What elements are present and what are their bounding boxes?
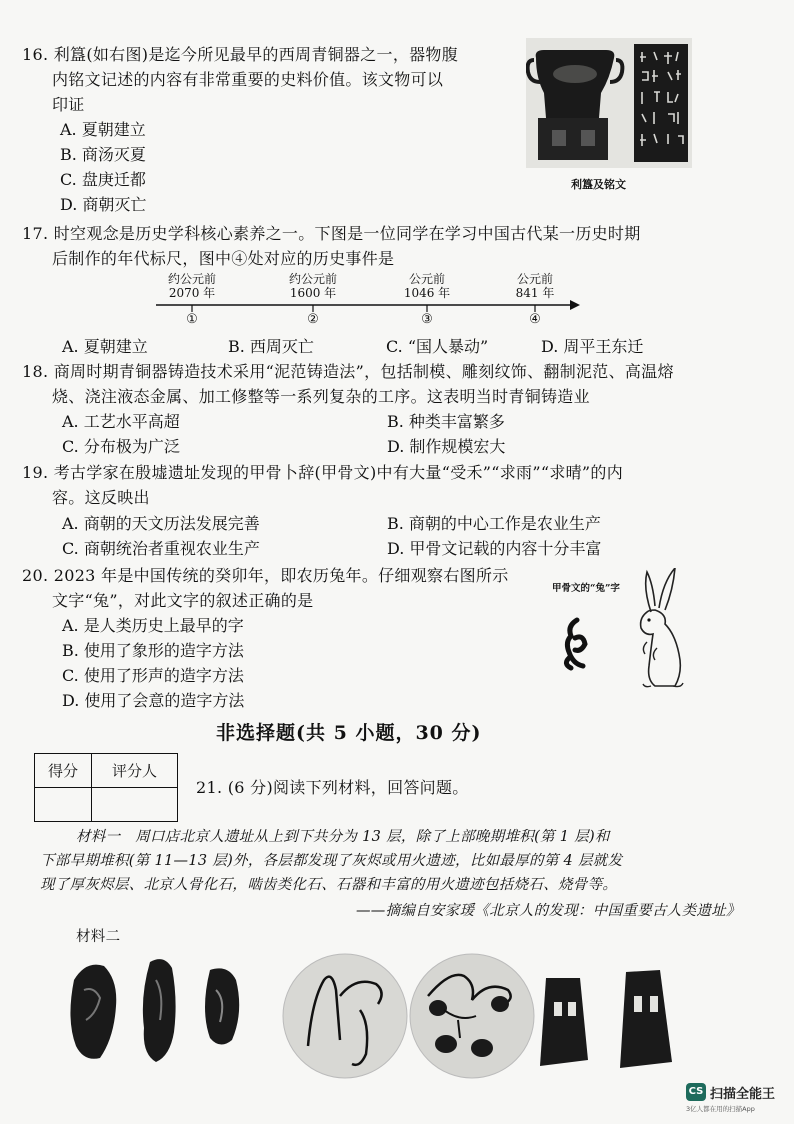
material1-source: ——摘编自安家瑗《北京人的发现：中国重要古人类遗址》 — [356, 903, 741, 919]
timeline-marker: ③ — [421, 312, 433, 327]
q19-option-c: C. 商朝统治者重视农业生产 — [62, 539, 260, 558]
q18-option-a: A. 工艺水平高超 — [62, 412, 180, 431]
q16-option-d: D. 商朝灭亡 — [60, 195, 147, 214]
timeline-point-4 — [505, 272, 565, 327]
q17-option-a: A. 夏朝建立 — [62, 337, 148, 356]
q19-option-b: B. 商朝的中心工作是农业生产 — [387, 514, 601, 533]
timeline-point-2 — [283, 272, 343, 327]
li-gui-caption: 利簋及铭文 — [571, 178, 626, 191]
q16-option-c: C. 盘庚迁都 — [60, 170, 146, 189]
grader-header: 评分人 — [92, 754, 178, 788]
timeline-top: 约公元前 — [167, 272, 216, 286]
score-cell[interactable] — [35, 788, 92, 822]
material2-images — [60, 950, 770, 1080]
timeline-marker: ② — [307, 312, 319, 327]
q18-line1: 18. 商周时期青铜器铸造技术采用“泥范铸造法”，包括制模、雕刻纹饰、翻制泥范、高温熔 — [22, 362, 674, 381]
scanner-logo-icon: CS — [686, 1083, 706, 1101]
score-table — [34, 753, 178, 822]
timeline-year: 841 年 — [515, 286, 555, 300]
q20-option-a: A. 是人类历史上最早的字 — [62, 616, 244, 635]
q19-line1: 19. 考古学家在殷墟遗址发现的甲骨卜辞(甲骨文)中有大量“受禾”“求雨”“求晴”的内 — [22, 463, 623, 482]
rabbit-oracle-bone-image — [555, 568, 695, 690]
timeline-point-1 — [162, 272, 222, 327]
timeline-point-3 — [397, 272, 457, 327]
timeline-top: 约公元前 — [288, 272, 337, 286]
timeline — [150, 272, 590, 332]
material1-line1: 材料一 周口店北京人遗址从上到下共分为 13 层，除了上部晚期堆积(第 1 层)和 — [76, 829, 610, 845]
timeline-year: 1600 年 — [289, 286, 337, 300]
q19-line2: 容。这反映出 — [52, 488, 150, 507]
q20-option-b: B. 使用了象形的造字方法 — [62, 641, 244, 660]
q18-line2: 烧、浇注液态金属、加工修整等一系列复杂的工序。这表明当时青铜铸造业 — [52, 387, 590, 406]
timeline-top: 公元前 — [516, 272, 553, 286]
scanner-app-tagline: 3亿人都在用的扫描App — [686, 1105, 755, 1113]
material2-label: 材料二 — [76, 929, 121, 945]
q20-line2: 文字“兔”，对此文字的叙述正确的是 — [52, 591, 314, 610]
grader-cell[interactable] — [92, 788, 178, 822]
q21-intro: 21. (6 分)阅读下列材料，回答问题。 — [196, 778, 469, 797]
timeline-year: 1046 年 — [403, 286, 451, 300]
q20-option-c: C. 使用了形声的造字方法 — [62, 666, 244, 685]
timeline-marker: ① — [186, 312, 198, 327]
material1-line2: 下部早期堆积(第 11—13 层)外，各层都发现了灰烬或用火遗迹，比如最厚的第 4 层就发 — [40, 853, 623, 869]
timeline-year: 2070 年 — [168, 286, 216, 300]
q20-option-d: D. 使用了会意的造字方法 — [62, 691, 245, 710]
q17-option-d: D. 周平王东迁 — [541, 337, 644, 356]
section-title: 非选择题(共 5 小题，30 分) — [216, 722, 482, 744]
rabbit-caption: 甲骨文的“兔”字 — [552, 583, 620, 594]
q16-option-a: A. 夏朝建立 — [60, 120, 146, 139]
q17-option-c: C. “国人暴动” — [386, 337, 489, 356]
scanner-app-name: 扫描全能王 — [710, 1087, 776, 1102]
q16-line2: 内铭文记述的内容有非常重要的史料价值。该文物可以 — [52, 70, 444, 89]
q16-option-b: B. 商汤灭夏 — [60, 145, 146, 164]
score-header: 得分 — [35, 754, 92, 788]
li-gui-bronze-image — [526, 38, 692, 168]
q19-option-d: D. 甲骨文记载的内容十分丰富 — [387, 539, 602, 558]
q19-option-a: A. 商朝的天文历法发展完善 — [62, 514, 260, 533]
q18-option-b: B. 种类丰富繁多 — [387, 412, 505, 431]
q16-line3: 印证 — [52, 95, 85, 114]
q18-option-c: C. 分布极为广泛 — [62, 437, 180, 456]
q17-option-b: B. 西周灭亡 — [228, 337, 314, 356]
q17-line1: 17. 时空观念是历史学科核心素养之一。下图是一位同学在学习中国古代某一历史时期 — [22, 224, 641, 243]
q20-line1: 20. 2023 年是中国传统的癸卯年，即农历兔年。仔细观察右图所示 — [22, 566, 509, 585]
q18-option-d: D. 制作规模宏大 — [387, 437, 506, 456]
material1-line3: 现了厚灰烬层、北京人骨化石，啮齿类化石、石器和丰富的用火遗迹包括烧石、烧骨等。 — [40, 877, 618, 893]
q17-line2: 后制作的年代标尺，图中④处对应的历史事件是 — [52, 249, 395, 268]
timeline-top: 公元前 — [408, 272, 445, 286]
q16-line1: 16. 利簋(如右图)是迄今所见最早的西周青铜器之一，器物腹 — [22, 45, 459, 64]
timeline-marker: ④ — [529, 312, 541, 327]
